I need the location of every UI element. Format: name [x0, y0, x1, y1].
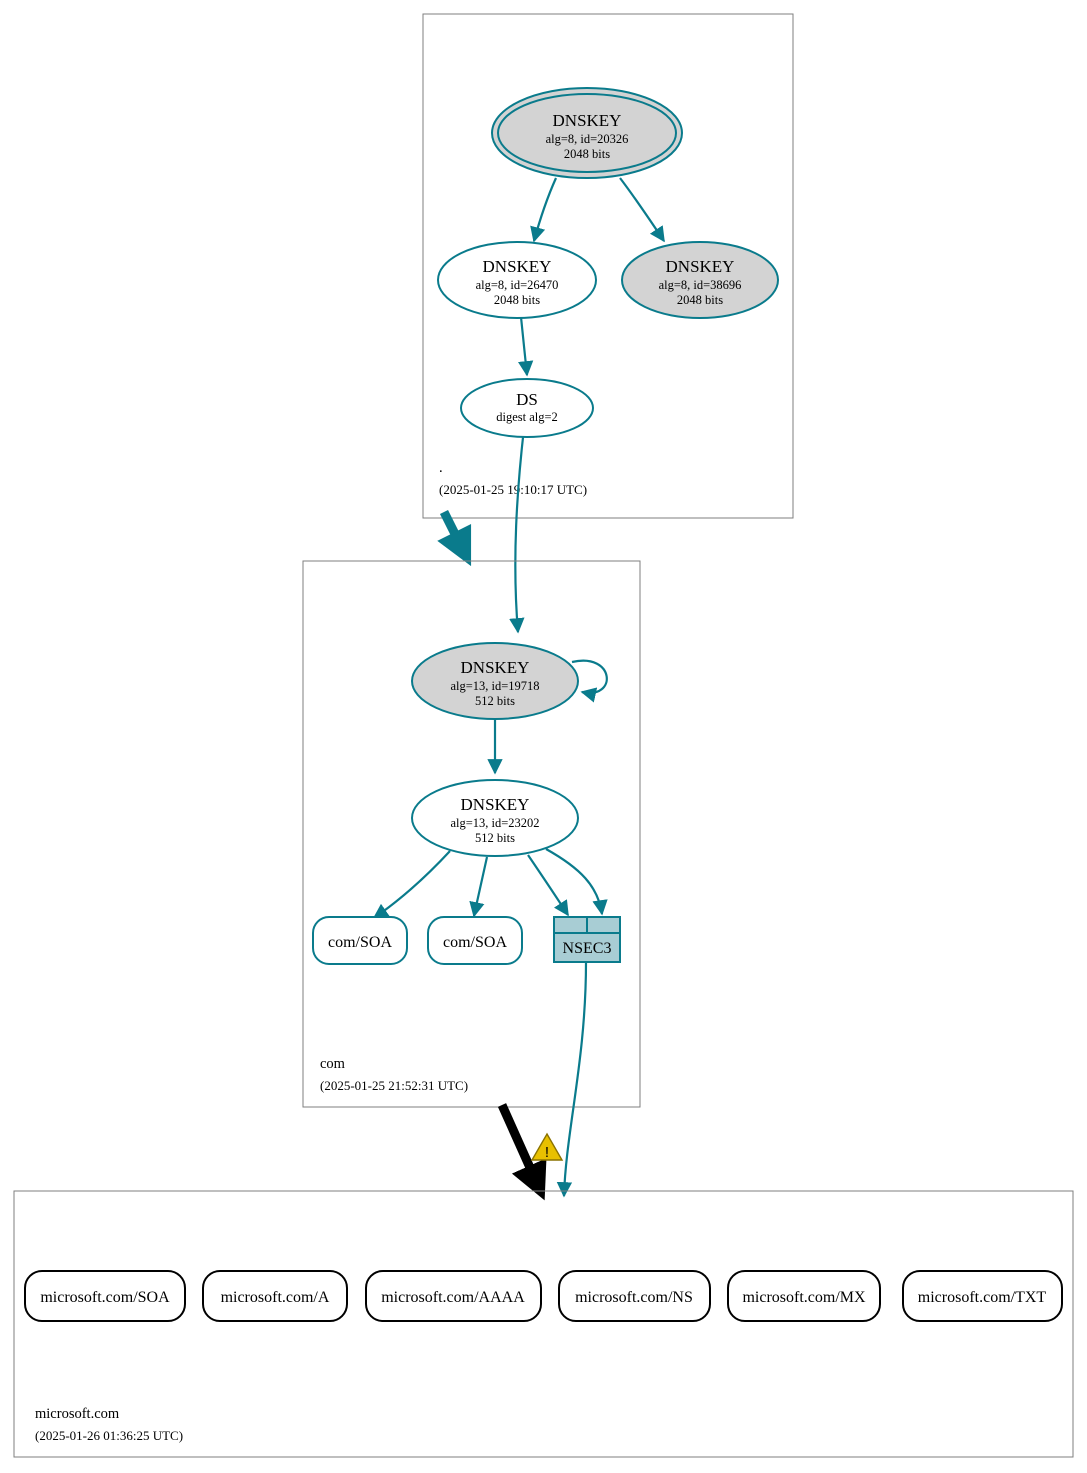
node-root-zsk-26470-alg: alg=8, id=26470: [475, 278, 559, 292]
zone-root-label: .: [439, 460, 443, 476]
edge-com-zsk-to-soa1: [374, 851, 450, 918]
node-ds-com-title: DS: [516, 390, 538, 409]
node-ms-ns-label: microsoft.com/NS: [575, 1289, 693, 1306]
svg-text:!: !: [544, 1144, 550, 1161]
edge-root-ksk-to-zsk38696: [620, 178, 664, 241]
node-ms-mx[interactable]: [728, 1271, 880, 1321]
node-ms-soa[interactable]: [25, 1271, 185, 1321]
node-root-zsk-26470-size: 2048 bits: [493, 293, 541, 307]
node-com-soa-2[interactable]: [428, 917, 522, 964]
edge-ds-to-com-dnskey: [515, 428, 524, 632]
node-com-zsk[interactable]: [412, 780, 578, 856]
node-ms-aaaa-label: microsoft.com/AAAA: [381, 1289, 525, 1306]
edge-com-zsk-to-nsec3-b: [546, 849, 602, 914]
node-root-ksk-size: 2048 bits: [563, 147, 611, 161]
edge-com-to-microsoft-delegation: [502, 1105, 540, 1190]
node-com-ksk-title: DNSKEY: [460, 658, 530, 677]
node-com-nsec3-label: NSEC3: [562, 940, 612, 957]
node-com-zsk-alg: alg=13, id=23202: [450, 816, 540, 830]
edge-nsec3-to-microsoft: [564, 962, 586, 1196]
zone-root-timestamp: (2025-01-25 19:10:17 UTC): [439, 482, 588, 497]
edge-com-zsk-to-soa2: [474, 857, 487, 916]
node-root-zsk-38696-alg: alg=8, id=38696: [658, 278, 742, 292]
zone-com-label: com: [320, 1056, 345, 1072]
node-com-ksk-size: 512 bits: [475, 694, 515, 708]
zone-com-timestamp: (2025-01-25 21:52:31 UTC): [320, 1078, 469, 1093]
edge-com-zsk-to-nsec3-a: [528, 855, 568, 915]
node-root-ksk-alg: alg=8, id=20326: [545, 132, 629, 146]
node-com-soa-2-label: com/SOA: [443, 934, 507, 951]
node-ms-a-label: microsoft.com/A: [220, 1289, 330, 1306]
node-com-soa-1[interactable]: [313, 917, 407, 964]
node-root-zsk-26470-title: DNSKEY: [482, 257, 552, 276]
warning-triangle-icon: [532, 1134, 562, 1161]
node-ds-com[interactable]: [461, 379, 593, 437]
node-ds-com-digest: digest alg=2: [496, 410, 558, 424]
node-root-zsk-38696-size: 2048 bits: [676, 293, 724, 307]
node-com-zsk-title: DNSKEY: [460, 795, 530, 814]
node-root-zsk-38696-title: DNSKEY: [665, 257, 735, 276]
node-com-ksk[interactable]: [412, 643, 578, 719]
node-com-nsec3[interactable]: [554, 917, 620, 962]
node-root-ksk[interactable]: [492, 88, 682, 178]
node-ms-a[interactable]: [203, 1271, 347, 1321]
node-com-ksk-alg: alg=13, id=19718: [450, 679, 540, 693]
node-root-zsk-26470[interactable]: [438, 242, 596, 318]
edge-root-ksk-to-zsk26470: [534, 178, 556, 241]
node-root-ksk-title: DNSKEY: [552, 111, 622, 130]
node-ms-txt[interactable]: [903, 1271, 1062, 1321]
edge-root-zsk-to-ds: [521, 317, 527, 375]
node-ms-soa-label: microsoft.com/SOA: [40, 1289, 170, 1306]
node-root-zsk-38696[interactable]: [622, 242, 778, 318]
edge-root-to-com-delegation: [444, 512, 466, 556]
node-com-soa-1-label: com/SOA: [328, 934, 392, 951]
node-ms-txt-label: microsoft.com/TXT: [917, 1289, 1047, 1306]
node-com-zsk-size: 512 bits: [475, 831, 515, 845]
zone-microsoft: [14, 1191, 1073, 1457]
zone-microsoft-border: [14, 1191, 1073, 1457]
node-ms-mx-label: microsoft.com/MX: [742, 1289, 866, 1306]
zone-microsoft-label: microsoft.com: [35, 1406, 120, 1422]
zone-microsoft-timestamp: (2025-01-26 01:36:25 UTC): [35, 1428, 184, 1443]
node-ms-ns[interactable]: [559, 1271, 710, 1321]
node-ms-aaaa[interactable]: [366, 1271, 541, 1321]
